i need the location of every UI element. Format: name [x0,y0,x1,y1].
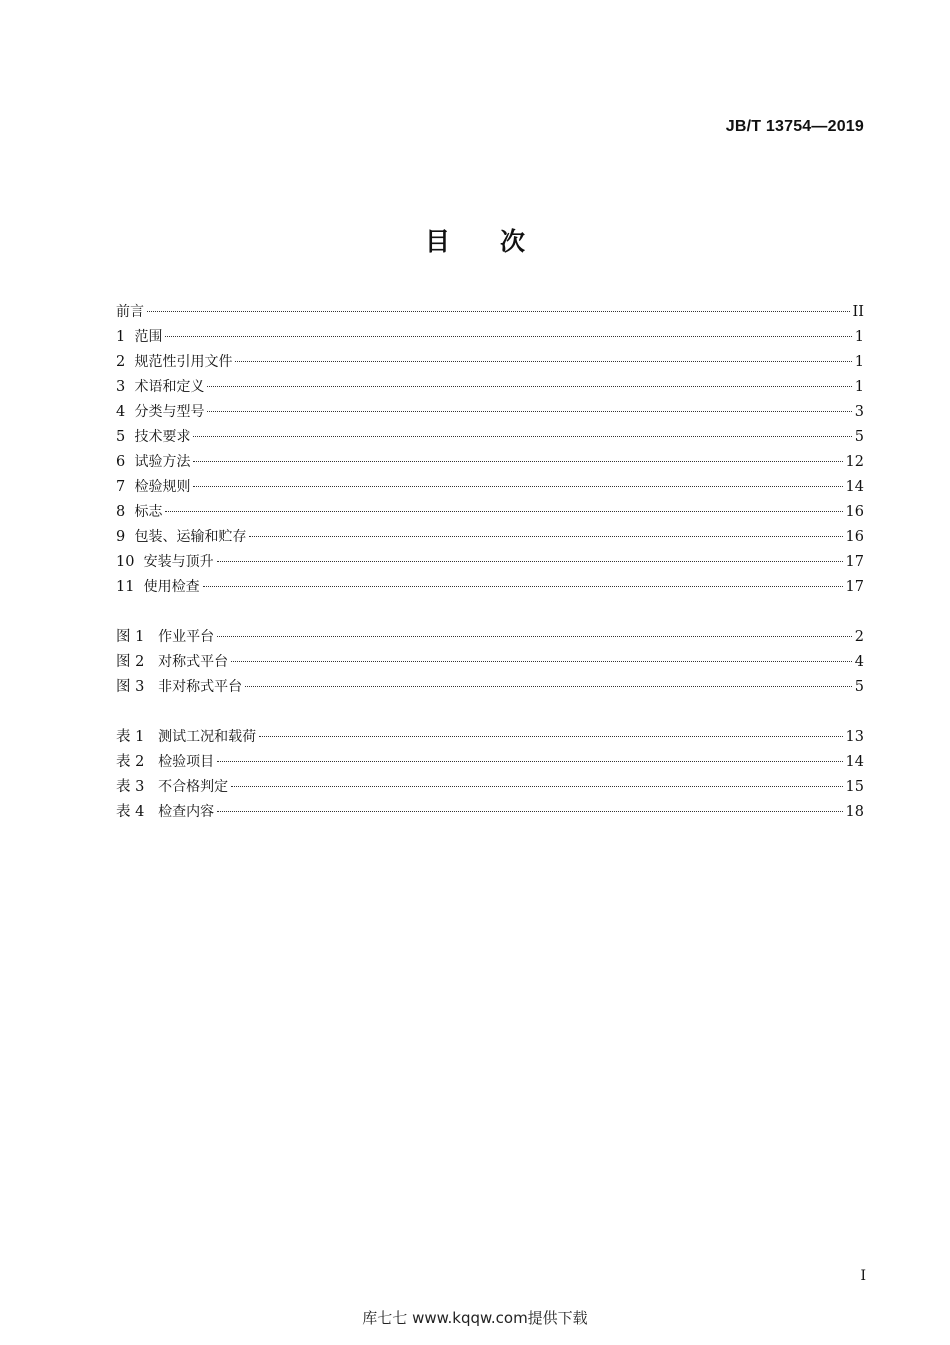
toc-entry-number: 表 1 [116,729,159,745]
toc-dot-leader [235,361,851,362]
toc-entry-page: II [852,304,864,320]
toc-dot-leader [193,486,842,487]
toc-dot-leader [147,311,850,312]
toc-entry-number: 表 2 [116,754,159,770]
toc-entry-label: 试验方法 [134,454,191,470]
toc-figure-entry[interactable] [116,650,864,675]
toc-tables [116,725,864,825]
toc-entry-number: 表 4 [116,804,159,820]
toc-entry[interactable] [116,475,864,500]
toc-entry-number: 图 2 [116,654,159,670]
toc-dot-leader [207,386,851,387]
toc-entry[interactable] [116,425,864,450]
toc-entry-label: 标志 [134,504,163,520]
toc-entry[interactable] [116,400,864,425]
toc-entry[interactable] [116,575,864,600]
title-char-1: 目 [424,227,450,256]
toc-sections [116,300,864,600]
toc-entry-number: 图 1 [116,629,159,645]
toc-entry-page: 15 [845,779,864,795]
toc-entry-number: 图 3 [116,679,159,695]
toc-entry-label: 检验项目 [158,754,215,770]
toc-entry-label: 对称式平台 [158,654,229,670]
toc-entry[interactable] [116,550,864,575]
table-of-contents [116,300,864,825]
toc-entry-number: 4 [116,404,135,420]
toc-dot-leader [217,761,842,762]
download-footer: 库七七 www.kqqw.com提供下载 [362,1309,588,1327]
toc-figures [116,625,864,700]
toc-entry-page: 5 [854,429,864,445]
toc-entry-page: 2 [854,629,864,645]
toc-entry[interactable] [116,525,864,550]
toc-entry-number: 1 [116,329,135,345]
toc-entry[interactable] [116,500,864,525]
toc-entry-label: 非对称式平台 [158,679,243,695]
toc-entry[interactable] [116,350,864,375]
toc-entry-number: 9 [116,529,135,545]
toc-entry-label: 范围 [134,329,163,345]
toc-dot-leader [165,336,851,337]
toc-entry-label: 测试工况和载荷 [158,729,257,745]
toc-entry-page: 14 [845,754,864,770]
toc-entry-page: 3 [854,404,864,420]
toc-dot-leader [203,586,843,587]
toc-entry-label: 检验规则 [134,479,191,495]
toc-table-entry[interactable] [116,800,864,825]
toc-entry[interactable] [116,375,864,400]
toc-entry-number: 11 [116,579,144,595]
title-char-2: 次 [500,227,526,256]
toc-dot-leader [259,736,842,737]
toc-entry-label: 前言 [116,304,144,320]
toc-entry-page: 16 [845,529,864,545]
toc-entry-label: 术语和定义 [134,379,205,395]
toc-entry-label: 检查内容 [158,804,215,820]
toc-entry[interactable] [116,325,864,350]
toc-entry-label: 包装、运输和贮存 [134,529,247,545]
toc-entry-page: 18 [845,804,864,820]
toc-entry-number: 7 [116,479,135,495]
toc-entry-page: 4 [854,654,864,670]
toc-table-entry[interactable] [116,775,864,800]
toc-dot-leader [217,811,842,812]
toc-entry-number: 3 [116,379,135,395]
toc-dot-leader [217,561,843,562]
toc-entry-label: 分类与型号 [134,404,205,420]
toc-entry-label: 作业平台 [158,629,215,645]
page-number: I [860,1268,866,1284]
toc-entry-number: 5 [116,429,135,445]
toc-entry-page: 17 [845,554,864,570]
toc-table-entry[interactable] [116,750,864,775]
toc-entry-page: 13 [845,729,864,745]
toc-dot-leader [231,786,842,787]
toc-figure-entry[interactable] [116,675,864,700]
toc-entry-page: 5 [854,679,864,695]
toc-entry-page: 16 [845,504,864,520]
toc-table-entry[interactable] [116,725,864,750]
toc-entry-page: 1 [854,354,864,370]
toc-entry-page: 17 [845,579,864,595]
toc-entry-number: 10 [116,554,144,570]
toc-entry-label: 规范性引用文件 [134,354,233,370]
toc-entry-label: 使用检查 [143,579,200,595]
toc-dot-leader [165,511,842,512]
page-title [0,222,950,258]
toc-dot-leader [231,661,852,662]
toc-dot-leader [193,436,851,437]
toc-dot-leader [217,636,852,637]
toc-entry-number: 8 [116,504,135,520]
toc-entry[interactable] [116,450,864,475]
toc-entry-label: 安装与顶升 [143,554,214,570]
toc-entry[interactable] [116,300,864,325]
toc-entry-page: 14 [845,479,864,495]
toc-entry-label: 不合格判定 [158,779,229,795]
toc-dot-leader [193,461,842,462]
toc-entry-page: 1 [854,329,864,345]
toc-entry-page: 1 [854,379,864,395]
toc-entry-number: 2 [116,354,135,370]
toc-entry-number: 表 3 [116,779,159,795]
toc-dot-leader [249,536,842,537]
toc-dot-leader [207,411,851,412]
standard-code: JB/T 13754—2019 [725,118,864,135]
toc-entry-page: 12 [845,454,864,470]
toc-entry-number: 6 [116,454,135,470]
toc-entry-label: 技术要求 [134,429,191,445]
toc-figure-entry[interactable] [116,625,864,650]
toc-dot-leader [245,686,852,687]
